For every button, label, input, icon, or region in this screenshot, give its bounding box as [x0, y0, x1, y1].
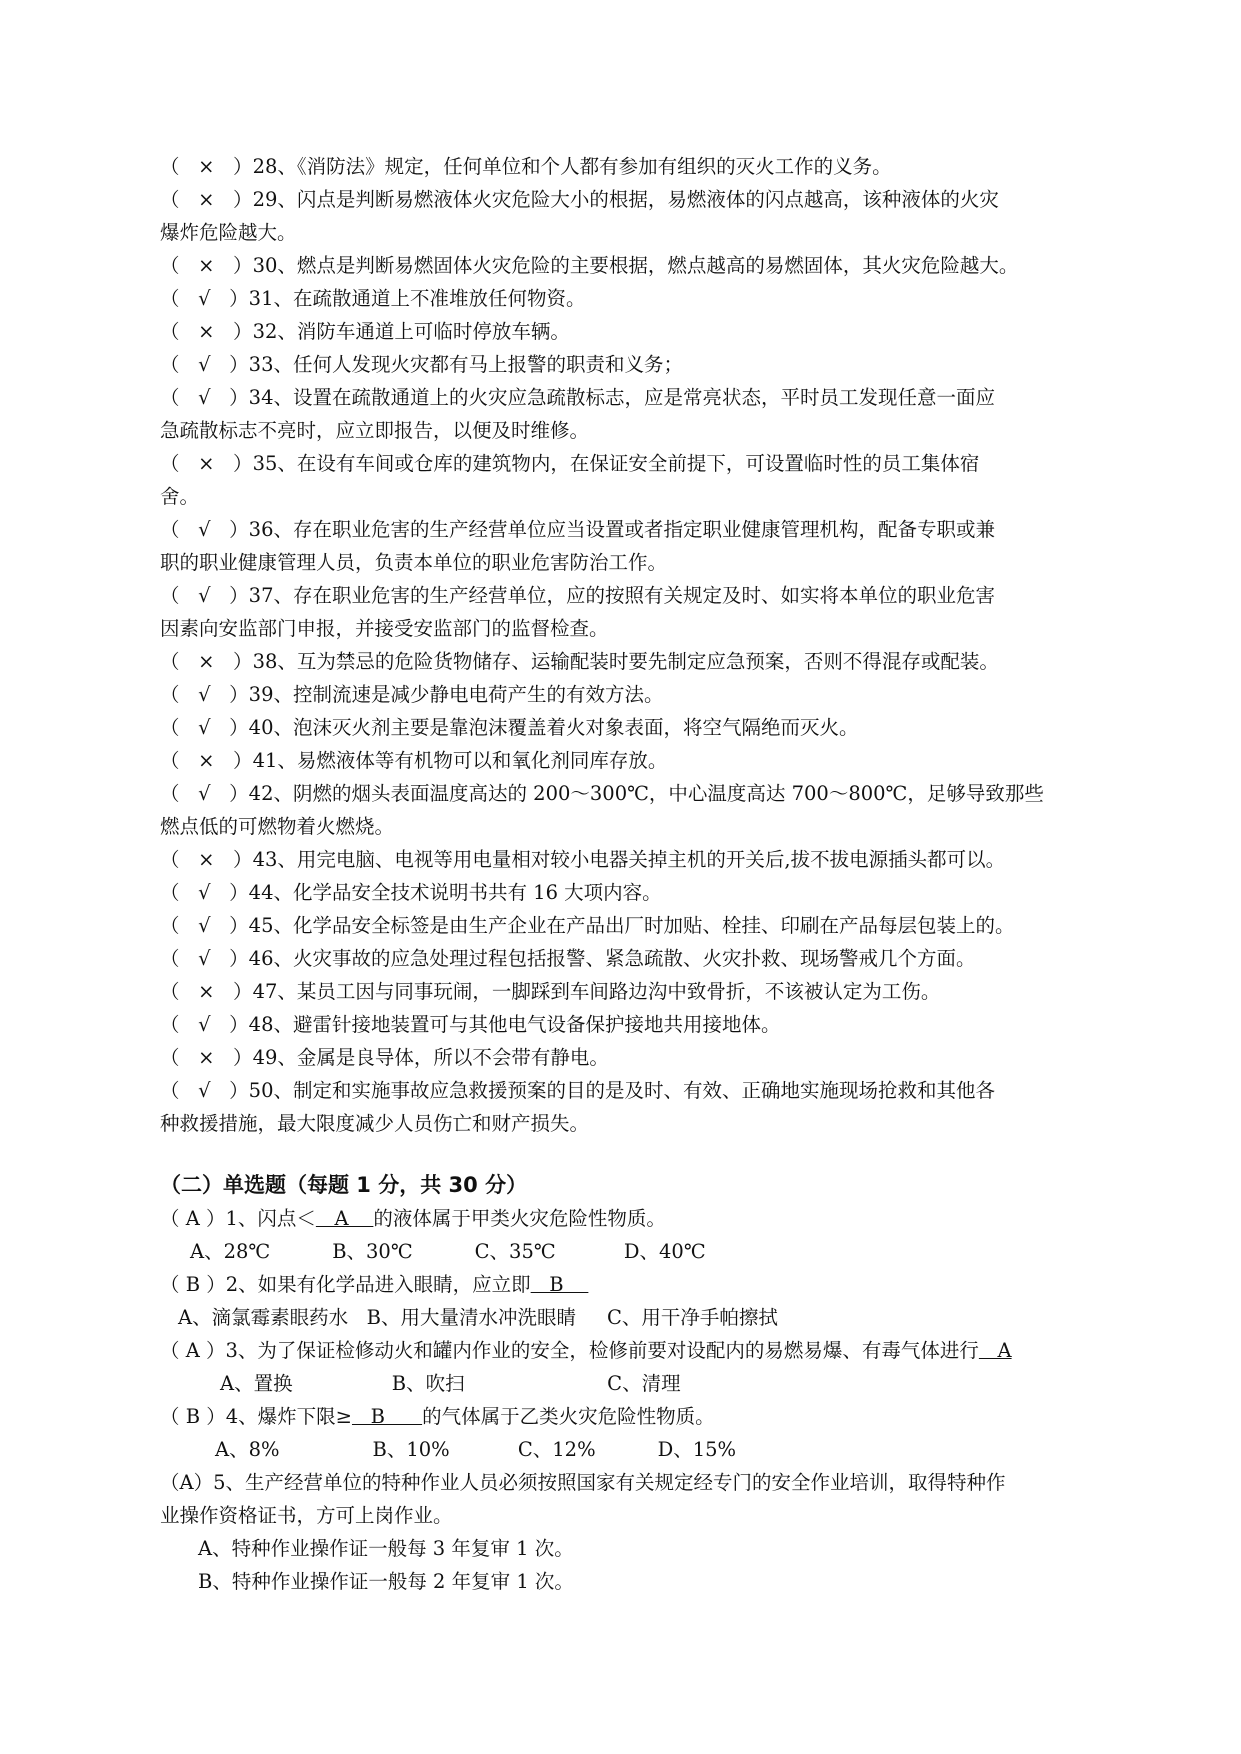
- statement-text: 43、用完电脑、电视等用电量相对较小电器关掉主机的开关后,拔不拔电源插头都可以。: [252, 848, 1006, 871]
- question-2-options: A、滴氯霉素眼药水 B、用大量清水冲洗眼睛 C、用干净手帕擦拭: [178, 1306, 778, 1329]
- true-false-item: （ × ）41、易燃液体等有机物可以和氧化剂同库存放。: [160, 749, 668, 772]
- statement-text: 37、存在职业危害的生产经营单位，应的按照有关规定及时、如实将本单位的职业危害: [248, 584, 995, 607]
- answer-mark: √: [198, 1079, 211, 1102]
- answer-mark: ×: [198, 188, 215, 211]
- true-false-item: （ √ ）42、阴燃的烟头表面温度高达的 200～300℃，中心温度高达 700～800℃，足够导致那些: [160, 782, 1044, 805]
- statement-text: 33、任何人发现火灾都有马上报警的职责和义务；: [248, 353, 683, 376]
- statement-text: 46、火灾事故的应急处理过程包括报警、紧急疏散、火灾扑救、现场警戒几个方面。: [248, 947, 976, 970]
- answer-blank: B: [351, 1405, 423, 1428]
- true-false-item: （ × ）32、消防车通道上可临时停放车辆。: [160, 320, 570, 343]
- answer-mark: √: [198, 881, 211, 904]
- statement-text: 44、化学品安全技术说明书共有 16 大项内容。: [248, 881, 662, 904]
- statement-text: 38、互为禁忌的危险货物储存、运输配装时要先制定应急预案，否则不得混存或配装。: [252, 650, 999, 673]
- true-false-item: （ × ）43、用完电脑、电视等用电量相对较小电器关掉主机的开关后,拔不拔电源插头都可以。: [160, 848, 1006, 871]
- true-false-item: （ √ ）39、控制流速是减少静电电荷产生的有效方法。: [160, 683, 664, 706]
- answer-mark: √: [198, 1013, 211, 1036]
- true-false-item: （ √ ）40、泡沫灭火剂主要是靠泡沫覆盖着火对象表面，将空气隔绝而灭火。: [160, 716, 859, 739]
- answer-mark: √: [198, 782, 211, 805]
- statement-continuation: 急疏散标志不亮时，应立即报告，以便及时维修。: [160, 419, 590, 442]
- question-5-continuation: 业操作资格证书，方可上岗作业。: [160, 1504, 453, 1527]
- answer-mark: √: [198, 353, 211, 376]
- question-3: （ A ）3、为了保证检修动火和罐内作业的安全，检修前要对设配内的易燃易爆、有毒气体进行 A: [160, 1339, 1012, 1362]
- statement-text: 50、制定和实施事故应急救援预案的目的是及时、有效、正确地实施现场抢救和其他各: [248, 1079, 995, 1102]
- true-false-item: （ × ）47、某员工因与同事玩闹，一脚踩到车间路边沟中致骨折，不该被认定为工伤。: [160, 980, 941, 1003]
- true-false-item: （ × ）38、互为禁忌的危险货物储存、运输配装时要先制定应急预案，否则不得混存或配装。: [160, 650, 999, 673]
- statement-continuation: 燃点低的可燃物着火燃烧。: [160, 815, 395, 838]
- answer-mark: √: [198, 716, 211, 739]
- question-1-options: A、28℃ B、30℃ C、35℃ D、40℃: [190, 1240, 706, 1263]
- true-false-item: （ × ）35、在设有车间或仓库的建筑物内，在保证安全前提下，可设置临时性的员工集体宿: [160, 452, 980, 475]
- statement-text: 32、消防车通道上可临时停放车辆。: [252, 320, 570, 343]
- true-false-item: （ × ）28、《消防法》规定，任何单位和个人都有参加有组织的灭火工作的义务。: [160, 155, 892, 178]
- answer-mark: ×: [198, 650, 215, 673]
- answer-mark: √: [198, 584, 211, 607]
- statement-continuation: 爆炸危险越大。: [160, 221, 297, 244]
- statement-continuation: 因素向安监部门申报，并接受安监部门的监督检查。: [160, 617, 609, 640]
- question-5-option-a: A、特种作业操作证一般每 3 年复审 1 次。: [198, 1537, 574, 1560]
- answer-mark: √: [198, 518, 211, 541]
- document-page: [160, 150, 1105, 1598]
- statement-text: 42、阴燃的烟头表面温度高达的 200～300℃，中心温度高达 700～800℃，足够导致那些: [248, 782, 1044, 805]
- answer-mark: ×: [198, 155, 215, 178]
- statement-text: 35、在设有车间或仓库的建筑物内，在保证安全前提下，可设置临时性的员工集体宿: [252, 452, 980, 475]
- statement-text: 29、闪点是判断易燃液体火灾危险大小的根据，易燃液体的闪点越高，该种液体的火灾: [252, 188, 999, 211]
- statement-continuation: 舍。: [160, 485, 200, 508]
- statement-text: 47、某员工因与同事玩闹，一脚踩到车间路边沟中致骨折，不该被认定为工伤。: [252, 980, 941, 1003]
- statement-continuation: 种救援措施，最大限度减少人员伤亡和财产损失。: [160, 1112, 590, 1135]
- answer-mark: √: [198, 287, 211, 310]
- true-false-item: （ × ）29、闪点是判断易燃液体火灾危险大小的根据，易燃液体的闪点越高，该种液体的火灾: [160, 188, 999, 211]
- answer-mark: ×: [198, 980, 215, 1003]
- question-4-options: A、8% B、10% C、12% D、15%: [215, 1438, 737, 1461]
- section-heading: （二）单选题（每题 1 分，共 30 分）: [160, 1173, 528, 1197]
- statement-continuation: 职的职业健康管理人员，负责本单位的职业危害防治工作。: [160, 551, 668, 574]
- answer-mark: √: [198, 914, 211, 937]
- answer-mark: √: [198, 386, 211, 409]
- statement-text: 34、设置在疏散通道上的火灾应急疏散标志，应是常亮状态，平时员工发现任意一面应: [248, 386, 995, 409]
- answer-blank: B: [530, 1273, 589, 1296]
- answer-mark: ×: [198, 320, 215, 343]
- statement-text: 49、金属是良导体，所以不会带有静电。: [252, 1046, 609, 1069]
- question-5-option-b: B、特种作业操作证一般每 2 年复审 1 次。: [198, 1570, 574, 1593]
- question-3-options: A、置换 B、吹扫 C、清理: [220, 1372, 681, 1395]
- statement-text: 39、控制流速是减少静电电荷产生的有效方法。: [248, 683, 664, 706]
- true-false-item: （ × ）49、金属是良导体，所以不会带有静电。: [160, 1046, 609, 1069]
- answer-mark: √: [198, 683, 211, 706]
- statement-text: 40、泡沫灭火剂主要是靠泡沫覆盖着火对象表面，将空气隔绝而灭火。: [248, 716, 859, 739]
- true-false-item: （ √ ）45、化学品安全标签是由生产企业在产品出厂时加贴、栓挂、印刷在产品每层包装上的。: [160, 914, 1015, 937]
- true-false-item: （ √ ）31、在疏散通道上不准堆放任何物资。: [160, 287, 586, 310]
- statement-text: 41、易燃液体等有机物可以和氧化剂同库存放。: [252, 749, 668, 772]
- question-5: （A）5、生产经营单位的特种作业人员必须按照国家有关规定经专门的安全作业培训，取得特种作: [160, 1471, 1006, 1494]
- true-false-item: （ × ）30、燃点是判断易燃固体火灾危险的主要根据，燃点越高的易燃固体，其火灾危险越大。: [160, 254, 1019, 277]
- answer-mark: ×: [198, 254, 215, 277]
- true-false-item: （ √ ）46、火灾事故的应急处理过程包括报警、紧急疏散、火灾扑救、现场警戒几个方面。: [160, 947, 976, 970]
- statement-text: 31、在疏散通道上不准堆放任何物资。: [248, 287, 586, 310]
- true-false-item: （ √ ）50、制定和实施事故应急救援预案的目的是及时、有效、正确地实施现场抢救和其他各: [160, 1079, 995, 1102]
- true-false-item: （ √ ）44、化学品安全技术说明书共有 16 大项内容。: [160, 881, 662, 904]
- answer-blank: A: [978, 1339, 1012, 1362]
- true-false-item: （ √ ）37、存在职业危害的生产经营单位，应的按照有关规定及时、如实将本单位的职业危害: [160, 584, 995, 607]
- statement-text: 30、燃点是判断易燃固体火灾危险的主要根据，燃点越高的易燃固体，其火灾危险越大。: [252, 254, 1019, 277]
- answer-blank: A: [315, 1207, 374, 1230]
- statement-text: 28、《消防法》规定，任何单位和个人都有参加有组织的灭火工作的义务。: [252, 155, 892, 178]
- true-false-item: （ √ ）36、存在职业危害的生产经营单位应当设置或者指定职业健康管理机构，配备专职或兼: [160, 518, 995, 541]
- statement-text: 48、避雷针接地装置可与其他电气设备保护接地共用接地体。: [248, 1013, 781, 1036]
- true-false-item: （ √ ）48、避雷针接地装置可与其他电气设备保护接地共用接地体。: [160, 1013, 781, 1036]
- true-false-item: （ √ ）33、任何人发现火灾都有马上报警的职责和义务；: [160, 353, 683, 376]
- true-false-list: [160, 150, 1105, 1140]
- question-1: （ A ）1、闪点＜ A 的液体属于甲类火灾危险性物质。: [160, 1207, 666, 1230]
- answer-mark: ×: [198, 452, 215, 475]
- statement-text: 36、存在职业危害的生产经营单位应当设置或者指定职业健康管理机构，配备专职或兼: [248, 518, 995, 541]
- true-false-item: （ √ ）34、设置在疏散通道上的火灾应急疏散标志，应是常亮状态，平时员工发现任意一面应: [160, 386, 995, 409]
- answer-mark: ×: [198, 1046, 215, 1069]
- statement-text: 45、化学品安全标签是由生产企业在产品出厂时加贴、栓挂、印刷在产品每层包装上的。: [248, 914, 1015, 937]
- answer-mark: ×: [198, 749, 215, 772]
- answer-mark: √: [198, 947, 211, 970]
- question-2: （ B ）2、如果有化学品进入眼睛，应立即 B: [160, 1273, 589, 1296]
- answer-mark: ×: [198, 848, 215, 871]
- question-4: （ B ）4、爆炸下限≥ B 的气体属于乙类火灾危险性物质。: [160, 1405, 715, 1428]
